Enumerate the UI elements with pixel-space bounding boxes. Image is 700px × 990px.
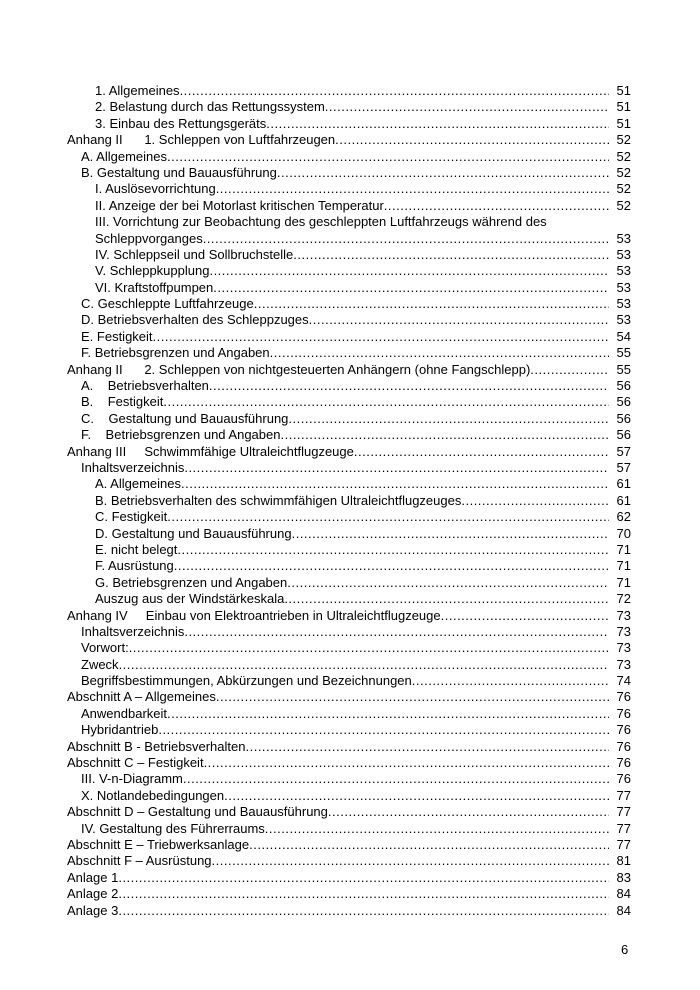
toc-entry-page: 81 [616,853,631,869]
toc-entry-lead [95,83,609,99]
toc-entry-label: V. Schleppkupplung [95,263,210,279]
toc-leader-dots [292,526,609,542]
toc-entry[interactable] [67,247,631,263]
toc-entry-page: 51 [616,99,631,115]
toc-entry[interactable] [67,821,631,837]
toc-entry[interactable] [67,394,631,410]
toc-leader-dots [354,444,609,460]
toc-entry-lead [67,837,609,853]
toc-entry-lead [67,608,609,624]
toc-entry-label: Abschnitt B - Betriebsverhalten [67,738,246,754]
toc-entry-page: 52 [616,148,631,164]
toc-entry-lead [81,640,609,656]
toc-entry-page: 76 [616,689,631,705]
toc-entry-page: 83 [616,869,631,885]
toc-entry[interactable] [67,181,631,197]
toc-entry-lead [95,591,609,607]
toc-leader-dots [119,657,609,673]
toc-entry-lead [81,296,609,312]
toc-entry-lead [67,755,609,771]
toc-leader-dots [184,460,609,476]
toc-entry[interactable] [67,903,631,919]
toc-leader-dots [245,739,609,755]
toc-entry[interactable] [67,657,631,673]
toc-entry-page: 76 [616,755,631,771]
toc-leader-dots [224,788,609,804]
toc-entry[interactable] [67,165,631,181]
toc-entry-page: 52 [616,164,631,180]
toc-leader-dots [254,296,609,312]
toc-entry[interactable] [67,886,631,902]
toc-leader-dots [118,903,609,919]
toc-entry[interactable] [67,214,631,230]
toc-entry-lead [81,788,609,804]
toc-entry-page: 73 [616,640,631,656]
toc-leader-dots [158,722,609,738]
toc-entry-lead [95,558,609,574]
toc-entry-page: 72 [616,591,631,607]
toc-entry[interactable] [67,427,631,443]
toc-entry[interactable] [67,558,631,574]
toc-entry-lead [81,411,609,427]
toc-entry[interactable] [67,231,631,247]
page-number: 6 [621,942,629,957]
toc-entry-page: 77 [616,820,631,836]
toc-entry-label: C. Festigkeit [95,509,168,525]
toc-leader-dots [129,640,609,656]
toc-entry-lead [67,804,609,820]
toc-leader-dots [174,558,609,574]
toc-entry-lead [67,444,609,460]
toc-entry-lead [81,706,609,722]
toc-entry[interactable] [67,329,631,345]
toc-entry-label: Anlage 2 [67,886,119,902]
toc-entry[interactable] [67,526,631,542]
toc-entry-page: 61 [616,476,631,492]
toc-entry-label: Vorwort: [81,640,129,656]
toc-entry-label: E. Festigkeit [81,328,153,344]
toc-entry-lead [81,657,609,673]
toc-entry-lead [81,345,609,361]
toc-entry[interactable] [67,149,631,165]
toc-leader-dots [287,575,609,591]
toc-entry-page: 54 [616,328,631,344]
toc-entry-page: 57 [616,443,631,459]
toc-entry-page: 52 [616,132,631,148]
toc-entry[interactable] [67,312,631,328]
toc-entry-label: 1. Allgemeines [95,83,180,98]
toc-leader-dots [163,394,609,410]
toc-entry-label: G. Betriebsgrenzen und Angaben [95,574,288,590]
toc-entry-lead [95,247,609,263]
toc-entry-lead [95,214,631,230]
toc-entry[interactable] [67,296,631,312]
toc-entry-page: 76 [616,722,631,738]
toc-entry-page: 52 [616,197,631,213]
toc-leader-dots [284,591,609,607]
toc-leader-dots [412,673,609,689]
toc-entry[interactable] [67,640,631,656]
toc-entry[interactable] [67,870,631,886]
toc-entry-label: Abschnitt A – Allgemeines [67,689,216,705]
toc-entry-lead [81,312,609,328]
toc-entry-page: 52 [616,181,631,197]
toc-entry-page: 53 [616,279,631,295]
toc-entry[interactable] [67,83,631,99]
toc-entry-lead [95,198,609,214]
toc-entry[interactable] [67,673,631,689]
toc-leader-dots [384,198,609,214]
toc-entry-label: D. Betriebsverhalten des Schleppzuges [81,312,309,328]
toc-entry-lead [95,280,609,296]
toc-entry-page: 55 [616,361,631,377]
toc-entry-label: C. Geschleppte Luftfahrzeuge [81,296,254,312]
toc-leader-dots [216,689,609,705]
toc-entry-label: A. Allgemeines [81,148,167,164]
toc-entry[interactable] [67,689,631,705]
toc-entry-page: 76 [616,738,631,754]
toc-leader-dots [530,362,609,378]
toc-entry-page: 73 [616,623,631,639]
toc-entry-label: A. Betriebsverhalten [81,378,209,394]
toc-entry-label: Abschnitt E – Triebwerksanlage [67,836,250,852]
toc-entry-lead [81,329,609,345]
toc-entry-page: 53 [616,312,631,328]
toc-entry-label: Inhaltsverzeichnis [81,459,185,475]
toc-entry[interactable] [67,591,631,607]
toc-entry-lead [67,853,609,869]
toc-entry-label: Anwendbarkeit [81,705,167,721]
toc-entry-label: 3. Einbau des Rettungsgeräts [95,115,267,131]
toc-entry-label: Anhang II 2. Schleppen von nichtgesteuerten Anhängern (ohne Fangschlepp) [67,361,531,377]
toc-entry-page: 53 [616,230,631,246]
toc-entry-label: IV. Gestaltung des Führerraums [81,820,265,836]
toc-entry-label: Anhang III Schwimmfähige Ultraleichtflugzeuge [67,443,354,459]
table-of-contents [67,83,631,919]
toc-entry[interactable] [67,378,631,394]
toc-entry-page: 56 [616,410,631,426]
toc-leader-dots [461,493,609,509]
toc-entry-label: Inhaltsverzeichnis [81,623,185,639]
toc-entry[interactable] [67,722,631,738]
toc-entry-page: 76 [616,705,631,721]
toc-leader-dots [441,608,609,624]
toc-entry[interactable] [67,476,631,492]
toc-leader-dots [167,149,609,165]
toc-entry-label: I. Auslösevorrichtung [95,181,216,197]
toc-leader-dots [118,870,609,886]
toc-entry-label: II. Anzeige der bei Motorlast kritischen Temperatur [95,197,384,213]
toc-entry-page: 51 [616,83,631,98]
toc-entry-page: 57 [616,459,631,475]
toc-entry-page: 56 [616,394,631,410]
toc-entry-page: 56 [616,427,631,443]
toc-entry-page: 53 [616,246,631,262]
toc-entry[interactable] [67,460,631,476]
toc-entry-label: Auszug aus der Windstärkeskala [95,591,285,607]
toc-entry[interactable] [67,542,631,558]
toc-entry-page: 73 [616,656,631,672]
toc-entry-page: 55 [616,345,631,361]
toc-entry-page: 84 [616,886,631,902]
toc-entry-lead [95,263,609,279]
toc-leader-dots [249,837,609,853]
toc-entry-label: X. Notlandebedingungen [81,787,225,803]
toc-entry-lead [67,886,609,902]
toc-entry-label: VI. Kraftstoffpumpen [95,279,214,295]
toc-entry-label: Anhang II 1. Schleppen von Luftfahrzeugen [67,132,336,148]
toc-entry-lead [67,689,609,705]
toc-leader-dots [293,247,609,263]
toc-entry-label: A. Allgemeines [95,476,181,492]
toc-entry[interactable] [67,804,631,820]
toc-leader-dots [212,853,609,869]
toc-entry-page: 61 [616,492,631,508]
toc-entry[interactable] [67,345,631,361]
toc-entry[interactable] [67,853,631,869]
toc-leader-dots [280,427,609,443]
toc-entry-label: B. Festigkeit [81,394,164,410]
toc-entry-label: C. Gestaltung und Bauausführung [81,410,289,426]
toc-entry-label: F. Betriebsgrenzen und Angaben [81,427,281,443]
toc-entry[interactable] [67,132,631,148]
toc-leader-dots [277,165,609,181]
toc-leader-dots [335,132,609,148]
toc-leader-dots [118,886,609,902]
toc-entry-page: 71 [616,541,631,557]
toc-leader-dots [204,755,609,771]
toc-entry-label: Anlage 1 [67,869,119,885]
toc-entry-page: 74 [616,673,631,689]
toc-entry-lead [81,673,609,689]
toc-entry[interactable] [67,493,631,509]
toc-leader-dots [209,378,609,394]
toc-entry-lead [95,99,609,115]
toc-entry-lead [67,870,609,886]
toc-entry-lead [95,509,609,525]
toc-leader-dots [288,411,609,427]
toc-entry-label: E. nicht belegt [95,541,178,557]
toc-leader-dots [181,476,609,492]
toc-entry-lead [67,362,609,378]
toc-entry-lead [81,149,609,165]
toc-entry-lead [95,575,609,591]
toc-entry[interactable] [67,608,631,624]
toc-entry-page: 84 [616,902,631,918]
toc-leader-dots [167,509,609,525]
toc-entry-label: Schleppvorganges [95,230,203,246]
toc-entry-page: 71 [616,574,631,590]
toc-entry[interactable] [67,263,631,279]
toc-leader-dots [265,821,609,837]
toc-entry[interactable] [67,280,631,296]
toc-entry-label: F. Betriebsgrenzen und Angaben [81,345,270,361]
toc-entry-lead [67,739,609,755]
toc-entry-lead [67,903,609,919]
toc-entry-page: 70 [616,525,631,541]
toc-entry-page: 56 [616,378,631,394]
toc-entry[interactable] [67,99,631,115]
toc-entry-label: III. Vorrichtung zur Beobachtung des geschleppten Luftfahrzeugs während des [95,214,547,230]
toc-entry[interactable] [67,411,631,427]
toc-entry-page: 73 [616,607,631,623]
toc-entry-lead [95,116,609,132]
toc-entry-label: Abschnitt C – Festigkeit [67,755,204,771]
toc-leader-dots [325,99,609,115]
toc-entry[interactable] [67,837,631,853]
toc-entry-label: IV. Schleppseil und Sollbruchstelle [95,246,294,262]
toc-leader-dots [167,706,609,722]
toc-entry-lead [95,526,609,542]
toc-entry-page: 53 [616,263,631,279]
toc-leader-dots [180,83,609,99]
toc-entry[interactable] [67,575,631,591]
toc-entry-lead [81,427,609,443]
toc-entry-lead [67,132,609,148]
toc-entry-label: Hybridantrieb [81,722,159,738]
toc-entry[interactable] [67,706,631,722]
toc-entry-lead [81,394,609,410]
toc-entry-lead [95,493,609,509]
toc-entry-lead [81,722,609,738]
toc-entry-label: B. Betriebsverhalten des schwimmfähigen Ultraleichtflugzeuges [95,492,462,508]
toc-entry-lead [95,542,609,558]
toc-leader-dots [209,263,609,279]
toc-entry-page: 62 [616,509,631,525]
toc-entry[interactable] [67,739,631,755]
toc-entry-page: 77 [616,804,631,820]
toc-entry-lead [81,378,609,394]
toc-entry-lead [81,165,609,181]
toc-leader-dots [183,771,609,787]
toc-entry-label: Anlage 3 [67,902,119,918]
toc-entry-label: F. Ausrüstung [95,558,174,574]
toc-entry[interactable] [67,116,631,132]
toc-entry[interactable] [67,788,631,804]
toc-leader-dots [328,804,609,820]
toc-entry-lead [81,624,609,640]
toc-entry-page: 53 [616,296,631,312]
toc-entry-page: 77 [616,787,631,803]
toc-entry[interactable] [67,444,631,460]
toc-entry[interactable] [67,624,631,640]
toc-entry-lead [81,771,609,787]
toc-leader-dots [266,116,609,132]
toc-entry-label: Abschnitt D – Gestaltung und Bauausführung [67,804,328,820]
toc-entry-lead [95,476,609,492]
toc-entry-label: Anhang IV Einbau von Elektroantrieben in Ultraleichtflugzeuge [67,607,441,623]
toc-entry-page: 76 [616,771,631,787]
toc-entry-label: D. Gestaltung und Bauausführung [95,525,292,541]
toc-leader-dots [213,280,609,296]
toc-entry-label: Begriffsbestimmungen, Abkürzungen und Bezeichnungen [81,673,412,689]
toc-entry[interactable] [67,509,631,525]
toc-leader-dots [153,329,609,345]
toc-entry-lead [95,231,609,247]
toc-entry[interactable] [67,771,631,787]
toc-entry[interactable] [67,362,631,378]
toc-leader-dots [309,312,609,328]
toc-entry-page: 51 [616,115,631,131]
toc-entry-label: Zweck [81,656,119,672]
toc-entry-lead [95,181,609,197]
toc-leader-dots [177,542,609,558]
toc-entry-label: 2. Belastung durch das Rettungssystem [95,99,325,115]
toc-entry-page: 71 [616,558,631,574]
toc-entry-label: B. Gestaltung und Bauausführung [81,164,277,180]
toc-entry-label: Abschnitt F – Ausrüstung [67,853,212,869]
toc-entry-page: 77 [616,836,631,852]
toc-entry-lead [81,821,609,837]
toc-leader-dots [203,231,609,247]
toc-entry[interactable] [67,198,631,214]
toc-leader-dots [270,345,609,361]
toc-entry-label: III. V-n-Diagramm [81,771,183,787]
toc-entry[interactable] [67,755,631,771]
toc-leader-dots [184,624,609,640]
toc-leader-dots [216,181,609,197]
toc-entry-lead [81,460,609,476]
